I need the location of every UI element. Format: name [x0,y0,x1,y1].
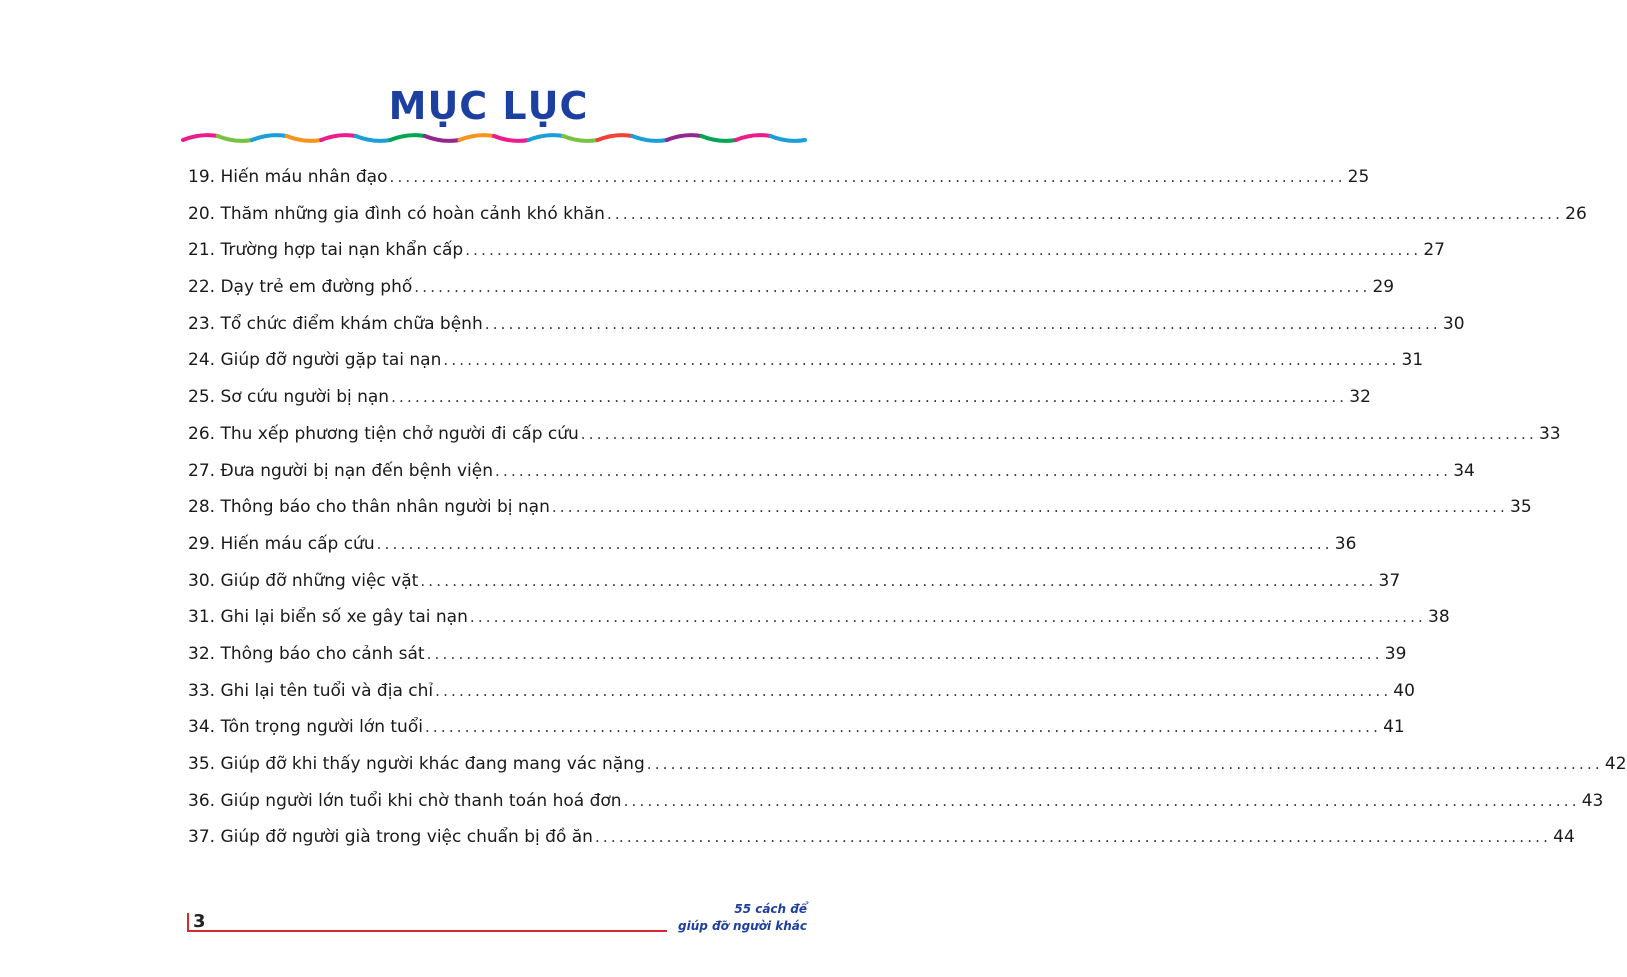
book-title [678,901,807,935]
page-number: 3 [193,911,206,932]
wave-segment [494,136,529,141]
toc-dot-leader: ........................................................................................................................ [606,204,1564,223]
toc-dot-leader: ........................................................................................................................ [424,718,1382,737]
wave-segment [770,136,805,141]
toc-dot-leader: ........................................................................................................................ [389,168,1346,186]
toc-entry-page: 33 [1538,423,1561,444]
toc-entry [188,277,1395,314]
toc-entry-page: 27 [1423,240,1445,261]
toc-entry-title: 24. Giúp đỡ người gặp tai nạn [188,350,442,371]
toc-entry-page: 38 [1428,607,1450,628]
toc-dot-leader: ........................................................................................................................ [580,424,1537,443]
toc-entry-title: 31. Ghi lại biển số xe gây tai nạn [188,607,468,628]
toc-entry-page: 37 [1378,570,1401,591]
toc-entry [188,350,1424,387]
wave-segment [390,135,425,140]
toc-entry [188,313,1465,351]
table-of-contents [188,167,1627,864]
toc-dot-leader: ........................................................................................................................ [469,608,1427,627]
toc-entry [188,203,1587,241]
toc-entry [188,790,1604,828]
toc-entry [188,643,1407,681]
toc-entry-page: 26 [1565,203,1587,224]
wave-segment [736,135,771,140]
wave-segment [252,135,287,140]
wave-segment [632,136,667,141]
page-title: MỤC LỤC [388,84,589,128]
toc-dot-leader: ........................................................................................................................ [551,498,1509,517]
toc-entry-title: 19. Hiến máu nhân đạo [188,167,388,187]
toc-entry-page: 32 [1349,387,1371,408]
book-title-line-2: giúp đỡ người khác [678,919,807,933]
toc-entry-page: 29 [1372,277,1395,298]
toc-dot-leader: ........................................................................................................................ [465,241,1422,260]
wave-segment [218,136,253,141]
toc-entry-title: 33. Ghi lại tên tuổi và địa chỉ [188,680,434,701]
toc-dot-leader: ........................................................................................................................ [594,828,1552,847]
footer-rule [187,930,667,932]
wave-segment [356,136,391,141]
toc-entry-page: 40 [1393,680,1415,701]
toc-dot-leader: ........................................................................................................................ [435,681,1392,700]
toc-dot-leader: ........................................................................................................................ [420,571,1377,590]
toc-entry-title: 25. Sơ cứu người bị nạn [188,387,390,408]
wave-segment [701,136,736,141]
toc-dot-leader: ........................................................................................................................ [484,314,1441,333]
toc-entry-page: 30 [1442,313,1465,334]
wave-segment [667,135,702,140]
toc-entry-title: 37. Giúp đỡ người già trong việc chuẩn bị đồ ăn [188,827,593,848]
toc-entry-page: 39 [1384,643,1407,664]
toc-entry [188,533,1357,571]
toc-entry-page: 34 [1453,460,1475,481]
toc-entry-page: 42 [1604,754,1627,774]
toc-entry-page: 31 [1401,350,1424,371]
toc-entry-title: 26. Thu xếp phương tiện chở người đi cấp cứu [188,423,579,444]
toc-entry-title: 29. Hiến máu cấp cứu [188,533,375,554]
toc-entry [188,387,1371,424]
toc-entry-title: 20. Thăm những gia đình có hoàn cảnh khó khăn [188,203,605,224]
toc-entry-page: 25 [1347,167,1370,187]
toc-entry-page: 35 [1510,497,1532,518]
toc-dot-leader: ........................................................................................................................ [391,388,1348,407]
toc-entry [188,167,1370,204]
wave-segment [459,135,494,140]
toc-entry-title: 30. Giúp đỡ những việc vặt [188,570,419,591]
wave-segment [183,135,218,140]
wave-segment [287,136,322,141]
toc-entry-title: 21. Trường hợp tai nạn khẩn cấp [188,240,464,261]
wave-segment [321,135,356,140]
toc-entry [188,423,1561,461]
toc-entry-title: 22. Dạy trẻ em đường phố [188,277,413,298]
toc-dot-leader: ........................................................................................................................ [426,644,1383,663]
toc-entry-page: 44 [1553,827,1575,848]
toc-dot-leader: ........................................................................................................................ [414,278,1371,297]
toc-entry [188,717,1405,754]
toc-dot-leader: ........................................................................................................................ [376,534,1333,553]
toc-entry-page: 36 [1334,533,1357,554]
book-title-line-1: 55 cách để [734,902,807,916]
toc-entry-title: 36. Giúp người lớn tuổi khi chờ thanh toán hoá đơn [188,790,622,811]
toc-entry-title: 35. Giúp đỡ khi thấy người khác đang mang vác nặng [188,754,645,774]
wave-segment [563,136,598,141]
wave-segment [529,135,564,140]
toc-entry [188,497,1532,534]
toc-entry-title: 32. Thông báo cho cảnh sát [188,643,425,664]
toc-entry [188,460,1475,498]
toc-entry [188,607,1450,644]
toc-dot-leader: ........................................................................................................................ [646,755,1603,773]
wave-segment [598,135,633,140]
toc-entry-title: 27. Đưa người bị nạn đến bệnh viện [188,460,494,481]
toc-entry [188,827,1575,864]
toc-entry-title: 23. Tổ chức điểm khám chữa bệnh [188,313,483,334]
toc-dot-leader: ........................................................................................................................ [495,461,1452,480]
toc-entry-title: 28. Thông báo cho thân nhân người bị nạn [188,497,550,518]
rainbow-wave-divider [183,130,805,146]
toc-entry [188,570,1401,608]
toc-entry-page: 41 [1383,717,1405,738]
toc-dot-leader: ........................................................................................................................ [623,791,1580,810]
toc-entry-title: 34. Tôn trọng người lớn tuổi [188,717,423,738]
toc-entry [188,680,1415,718]
toc-entry [188,240,1445,277]
wave-segment [425,136,460,141]
toc-entry-page: 43 [1581,790,1604,811]
toc-entry [188,754,1627,791]
toc-dot-leader: ........................................................................................................................ [443,351,1400,370]
